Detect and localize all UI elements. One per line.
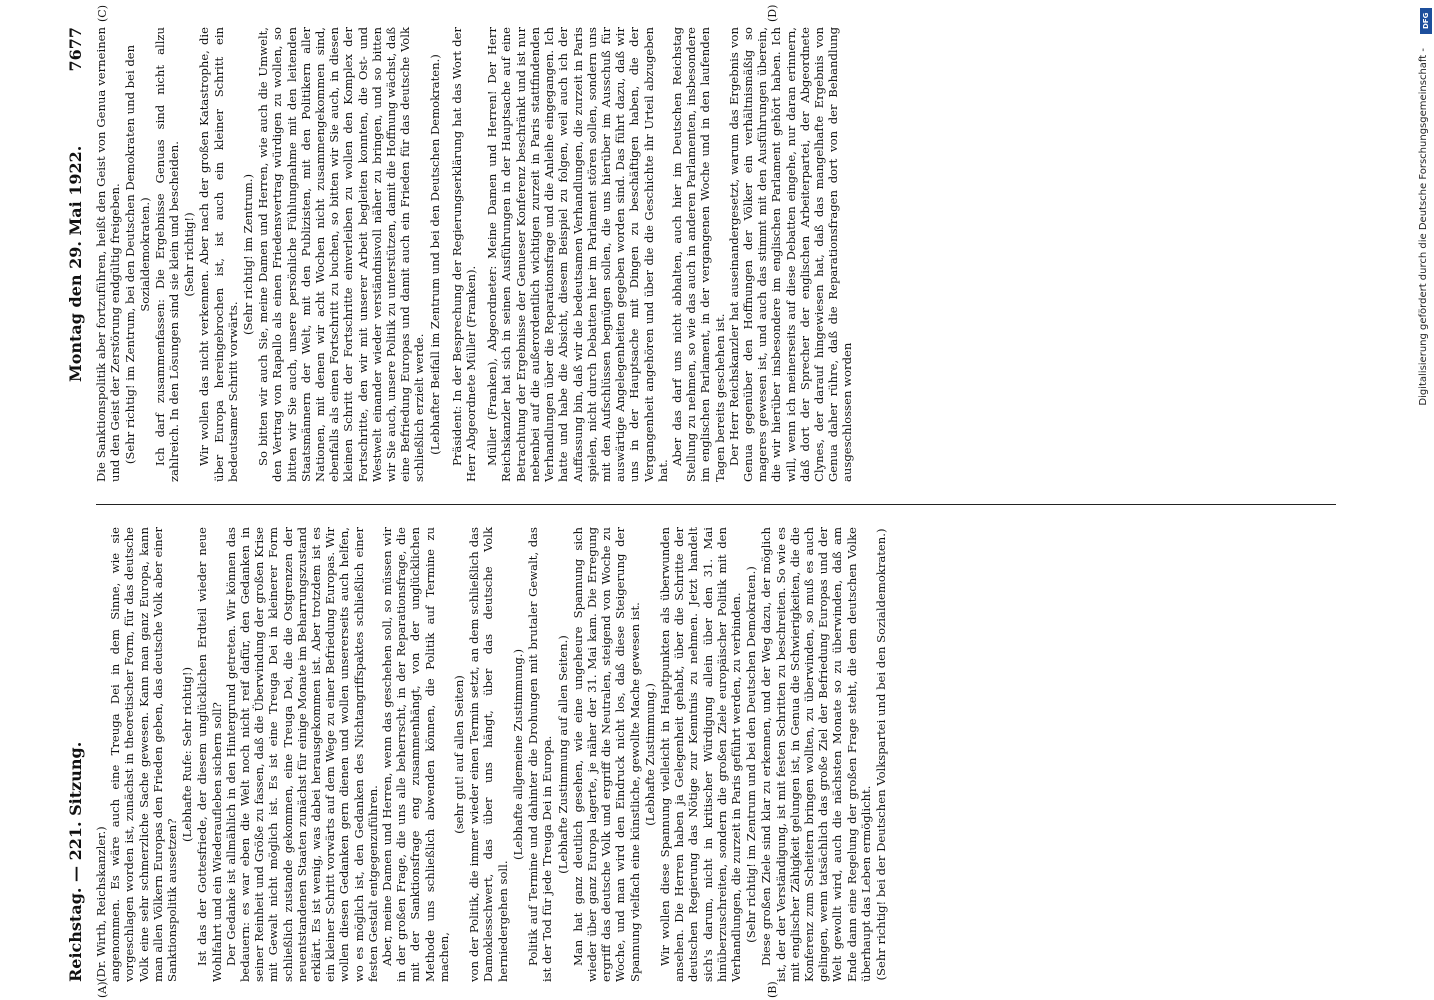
- paragraph: Die Sanktionspolitik aber fortzuführen, heißt den Geist von Genua verneinen und den Geist der Zerstörung endgültig freigeben.: [94, 27, 123, 482]
- paragraph: Wir wollen diese Spannung vielleicht in Hauptpunkten als überwunden ansehen. Die Herren haben ja Gelegenheit gehabt, über die Schritte der deutschen Regierung das Nötige zur Kenntnis zu nehmen. Jetzt handelt sich's darum, nicht in kritischer Würdigung allein über den 31. Mai hinüberzuschreiten, sondern die großen Ziele europäischer Politik mit den Verhandlungen, die zurzeit in Paris geführt werden, zu verbinden.: [657, 527, 743, 982]
- interjection: (Lebhafte Rufe: Sehr richtig!): [180, 667, 195, 842]
- paragraph: Politik auf Termine und dahinter die Drohungen mit brutaler Gewalt, das ist der Tod für jede Treuga Dei in Europa.: [526, 527, 555, 982]
- president-statement: Präsident: In der Besprechung der Regierungserklärung hat das Wort der Herr Abgeordnete Müller (Franken).: [449, 27, 479, 482]
- margin-marker-a: (A): [96, 981, 109, 998]
- newspaper-page: [66, 4, 1356, 998]
- paragraph: Diese großen Ziele sind klar zu erkennen, und der Weg dazu, der möglich ist, der der Verständigung, ist mit festen Schritten zu beschreiten. So wie es mit englischer Zähigkeit gelungen ist, in Genua die Schwierigkeiten, die die Konferenz zum Scheitern bringen wollten, zu überwinden, so muß es auch gelingen, wenn tatsächlich das große Ziel der Befriedung Europas und der Welt gewollt wird, auch die nächsten Monate so zu überwinden, daß am Ende dann eine Regelung der großen Frage steht, die dem deutschen Volke überhaupt das Leben ermöglicht.: [759, 527, 873, 982]
- speaker-line: (Dr. Wirth, Reichskanzler.): [94, 826, 108, 982]
- paragraph: Aber, meine Damen und Herren, wenn das geschehen soll, so müssen wir in der großen Frage, die uns alle beherrscht, in der Reparationsfrage, die mit der Sanktionsfrage eng zusammenhängt, von der unglücklichen Methode uns schließlich abwenden können, die Politik auf Termine zu machen,: [380, 527, 451, 982]
- dfg-logo: DFG: [1420, 8, 1432, 34]
- interjection: (Lebhafte Zustimmung.): [642, 683, 657, 826]
- page-header: [66, 27, 86, 982]
- header-date: Montag den 29. Mai 1922.: [66, 145, 85, 382]
- header-session: Reichstag. — 221. Sitzung.: [66, 741, 85, 982]
- interjection: (Sehr richtig!): [182, 212, 197, 297]
- digitization-note: Digitalisierung gefördert durch die Deutsche Forschungsgemeinschaft -: [1418, 48, 1429, 406]
- paragraph: So bitten wir auch Sie, meine Damen und Herren, wie auch die Umwelt, den Vertrag von Rapallo als einen Friedensvertrag würdigen zu wollen, so bitten wir Sie auch, unsere persönliche Fühlungnahme mit den leitenden Staatsmännern der Welt, mit den Publizisten, mit den Politikern aller Nationen, mit denen wir acht Wochen nicht zusammengekommen sind, ebenfalls als einen Fortschritt zu buchen, so bitten wir Sie auch, in diesen kleinen Schritt der Fortschritte einverleiben zu wollen den Komplex der Fortschritte, den wir mit unserer Arbeit begleiten konnten, die Ost- und Westwelt einander wieder verständnisvoll näher zu bringen, und so bitten wir Sie auch, unsere Politik zu unterstützen, damit die Hoffnung wächst, daß eine Befriedung Europas und damit auch ein Frieden für das deutsche Volk schließlich erzielt werde.: [256, 27, 427, 482]
- paragraph: Wir wollen das nicht verkennen. Aber nach der großen Katastrophe, die über Europa hereingebrochen ist, ist auch ein kleiner Schritt ein bedeutsamer Schritt vorwärts.: [197, 27, 240, 482]
- column-divider: [96, 504, 1336, 505]
- paragraph: Ich darf zusammenfassen: Die Ergebnisse Genuas sind nicht allzu zahlreich. In den Lösungen sind sie klein und bescheiden.: [152, 27, 182, 482]
- paragraph: Aber das darf uns nicht abhalten, auch hier im Deutschen Reichstag Stellung zu nehmen, so wie das auch in anderen Parlamenten, insbesondere im englischen Parlament, in der vergangenen Woche und in den laufenden Tagen bereits geschehen ist.: [669, 27, 727, 482]
- paragraph: Der Herr Reichskanzler hat auseinandergesetzt, warum das Ergebnis von Genua gegenüber den Hoffnungen der Völker ein verhältnismäßig so mageres gewesen ist, und auch das stimmt mit den Ausführungen überein, die wir hierüber insbesondere im englischen Parlament gehört haben. Ich will, wenn ich meinerseits auf diese Debatten eingehe, nur daran erinnern, daß dort der Sprecher der englischen Arbeiterpartei, der Abgeordnete Clynes, der darauf hingewiesen hat, daß das mangelhafte Ergebnis von Genua daher rühre, daß die Reparationsfragen dort von der Behandlung ausgeschlossen worden: [726, 27, 855, 482]
- margin-marker-c: (C): [96, 5, 109, 22]
- interjection: (Sehr richtig! bei der Deutschen Volkspartei und bei den Sozialdemokraten.): [873, 528, 888, 981]
- paragraph: Der Gedanke ist allmählich in den Hintergrund getreten. Wir können das bedauern: es war eben die Welt noch nicht reif dafür, den Gedanken in seiner Reinheit und Größe zu fassen, daß die Überwindung der großen Krise mit Gewalt nicht möglich ist. Es ist eine Treuga Dei in kleinerer Form schließlich zustande gekommen, eine Treuga Dei, die die Ostgrenzen der neuentstandenen Staaten zunächst für einige Monate im Beharrungszustand erklärt. Es ist wenig, was dabei herausgekommen ist. Aber trotzdem ist es ein kleiner Schritt vorwärts auf dem Wege zu einer Befriedung Europas. Wir wollen diesen Gedanken gern dienen und wollen unsererseits auch helfen, wo es möglich ist, den Gedanken des Nichtangriffspaktes schließlich einer festen Gestalt entgegenzuführen.: [223, 527, 380, 982]
- speech-mueller: Müller (Franken), Abgeordneter: Meine Damen und Herren! Der Herr Reichskanzler hat sich in seinen Ausführungen in der Hauptsache auf eine Betrachtung der Ergebnisse der Genueser Konferenz beschränkt und ist nur nebenbei auf die außerordentlich wichtigen zurzeit in Paris stattfindenden Verhandlungen über die Reparationsfrage und die Anleihe eingegangen. Ich hatte und habe die Absicht, diesem Beispiel zu folgen, weil auch ich der Auffassung bin, daß wir die bedeutsamen Verhandlungen, die zurzeit in Paris spielen, nicht durch Debatten hier im Parlament stören sollen, sondern uns mit den Aufschlüssen begnügen sollen, die uns hierüber im Ausschuß für auswärtige Angelegenheiten gegeben worden sind. Das führt dazu, daß wir uns in der Hauptsache mit Dingen zu beschäftigen haben, die der Vergangenheit angehören und über die die Geschichte ihr Urteil abzugeben hat.: [485, 27, 670, 482]
- interjection: (Sehr richtig! im Zentrum, bei den Deutschen Demokraten und bei den Sozialdemokraten.): [123, 44, 152, 465]
- digitization-note-strip: [1418, 8, 1432, 988]
- paragraph: Man hat ganz deutlich gesehen, wie eine ungeheure Spannung sich wieder über ganz Europa lagerte, je näher der 31. Mai kam. Die Erregung ergriff das deutsche Volk und ergriff die Neutralen, steigend von Woche zu Woche, und man wird den Eindruck nicht los, daß diese Steigerung der Spannung vielfach eine künstliche, gewollte Mache gewesen ist.: [570, 527, 642, 982]
- interjection: (Sehr richtig! im Zentrum und bei den Deutschen Demokraten.): [744, 566, 759, 943]
- interjection: (Sehr richtig! im Zentrum.): [241, 174, 256, 336]
- page-number: 7677: [66, 27, 85, 72]
- margin-marker-b: (B): [766, 981, 779, 998]
- interjection: (Lebhafter Beifall im Zentrum und bei den Deutschen Demokraten.): [427, 54, 442, 455]
- paragraph: von der Politik, die immer wieder einen Termin setzt, an dem schließlich das Damoklesschwert, das über uns hängt, über das deutsche Volk herniedergehen soll.: [467, 527, 510, 982]
- paragraph: angenommen. Es wäre auch eine Treuga Dei in dem Sinne, wie sie vorgeschlagen worden ist, zunächst in theoretischer Form, für das deutsche Volk eine sehr schmerzliche Sache gewesen. Kann man ganz Europa, kann man allen Völkern Europas den Frieden geben, das deutsche Volk aber einer Sanktionspolitik aussetzen?: [108, 527, 180, 982]
- interjection: (sehr gut! auf allen Seiten): [452, 675, 467, 834]
- paragraph: Ist das der Gottesfriede, der diesem unglücklichen Erdteil wieder neue Wohlfahrt und ein Wiederaufleben sichern soll?: [195, 527, 224, 982]
- interjection: (Lebhafte allgemeine Zustimmung.): [510, 649, 525, 860]
- interjection: (Lebhafte Zustimmung auf allen Seiten.): [555, 635, 570, 874]
- margin-marker-d: (D): [766, 4, 779, 22]
- right-column: [94, 27, 855, 482]
- left-column: [94, 527, 889, 982]
